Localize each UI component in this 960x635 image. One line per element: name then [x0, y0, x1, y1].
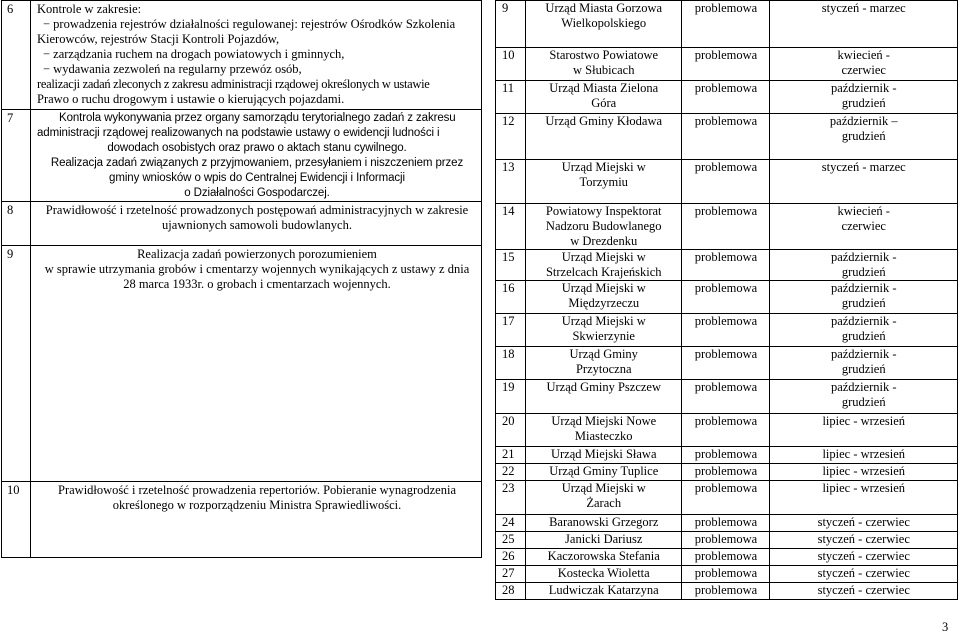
inspected-entity: [526, 314, 682, 347]
table-row: [496, 250, 958, 281]
inspection-period: [770, 566, 958, 583]
table-row: [496, 347, 958, 380]
entity-line: Urząd Miasta Zielona: [549, 81, 659, 95]
text-line: administracji rządowej realizowanych na podstawie ustawy o ewidencji ludności i: [37, 127, 440, 139]
period-line: styczeń - marzec: [821, 1, 906, 15]
inspection-type: problemowa: [682, 583, 770, 600]
period-line: lipiec - wrzesień: [822, 464, 906, 478]
inspection-period: [770, 532, 958, 549]
row-number: 12: [496, 114, 526, 160]
entity-line: Urząd Miasta Gorzowa: [545, 1, 663, 15]
entity-line: Ludwiczak Katarzyna: [548, 583, 659, 597]
row-number: 23: [496, 481, 526, 515]
text-line: realizacji zadań zleconych z zakresu administracji rządowej określonych w ustawie: [37, 77, 430, 91]
text-line: − zarządzania ruchem na drogach powiatowych i gminnych,: [43, 47, 345, 61]
period-line: październik -: [830, 281, 897, 295]
period-line: październik –: [829, 114, 898, 128]
entity-line: Kostecka Wioletta: [557, 566, 650, 580]
inspection-period: [770, 114, 958, 160]
text-line: Kierowców, rejestrów Stacji Kontroli Pojazdów,: [37, 32, 280, 46]
inspection-period: [770, 464, 958, 481]
inspection-period: [770, 515, 958, 532]
table-row: [496, 114, 958, 160]
period-line: październik -: [830, 314, 897, 328]
inspection-period: [770, 583, 958, 600]
inspected-entity: [526, 281, 682, 314]
entity-line: Przytoczna: [575, 362, 632, 376]
entity-line: Międzyrzeczu: [568, 296, 640, 310]
row-number: 11: [496, 81, 526, 114]
period-line: lipiec - wrzesień: [822, 481, 906, 495]
inspection-type: problemowa: [682, 250, 770, 281]
inspected-entity: [526, 1, 682, 48]
inspection-type: problemowa: [682, 160, 770, 204]
row-description: [31, 1, 482, 110]
entity-line: Strzelcach Krajeńskich: [545, 265, 662, 279]
row-number: 22: [496, 464, 526, 481]
period-line: grudzień: [841, 96, 886, 110]
table-row: [496, 160, 958, 204]
table-row: [2, 246, 482, 482]
table-row: [2, 202, 482, 246]
entity-line: Urząd Miejski Nowe: [551, 414, 657, 428]
text-line: Kontrola wykonywania przez organy samorządu terytorialnego zadań z zakresu: [59, 112, 456, 124]
entity-line: Żarach: [586, 496, 622, 510]
entity-line: Skwierzynie: [572, 329, 635, 343]
row-number: 9: [2, 246, 31, 482]
entity-line: Kaczorowska Stefania: [547, 549, 660, 563]
inspection-period: [770, 281, 958, 314]
period-line: styczeń - czerwiec: [817, 532, 910, 546]
entity-line: Powiatowy Inspektorat: [545, 204, 662, 218]
entity-line: Urząd Miejski Sława: [550, 447, 657, 461]
period-line: styczeń - czerwiec: [817, 583, 910, 597]
row-number: 15: [496, 250, 526, 281]
inspection-period: [770, 204, 958, 250]
inspected-entity: [526, 447, 682, 464]
inspection-type: problemowa: [682, 414, 770, 447]
row-description: [31, 110, 482, 202]
inspection-period: [770, 380, 958, 414]
inspected-entity: [526, 464, 682, 481]
row-number: 25: [496, 532, 526, 549]
entity-line: Wielkopolskiego: [561, 16, 647, 30]
row-description: [31, 246, 482, 482]
text-line: Realizacja zadań związanych z przyjmowaniem, przesyłaniem i niszczeniem przez: [50, 157, 464, 169]
text-line: dowodach osobistych oraz prawo o aktach stanu cywilnego.: [107, 142, 407, 154]
row-number: 26: [496, 549, 526, 566]
text-line: Prawidłowość i rzetelność prowadzonych postępowań administracyjnych w zakresie: [45, 203, 469, 217]
table-row: [496, 204, 958, 250]
inspected-entity: [526, 532, 682, 549]
entity-line: w Drezdenku: [570, 234, 638, 248]
period-line: październik -: [830, 250, 897, 264]
row-number: 27: [496, 566, 526, 583]
inspection-period: [770, 314, 958, 347]
inspection-type: problemowa: [682, 515, 770, 532]
text-line: gminy wniosków o wpis do Centralnej Ewidencji i Informacji: [109, 172, 405, 184]
inspected-entity: [526, 414, 682, 447]
inspection-type: problemowa: [682, 549, 770, 566]
table-row: [496, 447, 958, 464]
entity-line: Urząd Miejski w: [561, 160, 646, 174]
inspection-type: problemowa: [682, 481, 770, 515]
entity-line: Urząd Gminy: [569, 347, 638, 361]
table-row: [496, 1, 958, 48]
row-description: [31, 202, 482, 246]
row-number: 28: [496, 583, 526, 600]
period-line: październik -: [830, 347, 897, 361]
text-line: Realizacja zadań powierzonych porozumieniem: [137, 247, 377, 261]
inspection-period: [770, 447, 958, 464]
period-line: kwiecień -: [837, 48, 890, 62]
row-title: Kontrole w zakresie:: [37, 2, 142, 16]
schedule-body: [496, 1, 958, 600]
inspected-entity: [526, 583, 682, 600]
inspected-entity: [526, 81, 682, 114]
entity-line: Miasteczko: [574, 429, 633, 443]
entity-line: Urząd Miejski w: [561, 281, 646, 295]
entity-line: Urząd Gminy Kłodawa: [545, 114, 663, 128]
table-row: [2, 1, 482, 110]
inspected-entity: [526, 48, 682, 81]
inspection-type: problemowa: [682, 347, 770, 380]
row-number: 7: [2, 110, 31, 202]
inspected-entity: [526, 250, 682, 281]
row-number: 10: [496, 48, 526, 81]
period-line: styczeń - czerwiec: [817, 549, 910, 563]
period-line: grudzień: [841, 129, 886, 143]
inspection-type: problemowa: [682, 48, 770, 81]
control-scope-table: [1, 0, 482, 558]
row-number: 14: [496, 204, 526, 250]
text-line: 28 marca 1933r. o grobach i cmentarzach wojennych.: [123, 277, 391, 291]
entity-line: Torzymiu: [579, 175, 628, 189]
inspection-period: [770, 250, 958, 281]
entity-line: Urząd Gminy Tuplice: [549, 464, 659, 478]
inspection-period: [770, 48, 958, 81]
row-number: 6: [2, 1, 31, 110]
row-number: 17: [496, 314, 526, 347]
row-description: [31, 482, 482, 558]
row-number: 10: [2, 482, 31, 558]
table-row: [496, 414, 958, 447]
row-number: 13: [496, 160, 526, 204]
table-row: [496, 314, 958, 347]
text-line: ujawnionych samowoli budowlanych.: [162, 218, 352, 232]
inspection-type: problemowa: [682, 204, 770, 250]
period-line: lipiec - wrzesień: [822, 447, 906, 461]
table-row: [2, 110, 482, 202]
period-line: styczeń - marzec: [821, 160, 906, 174]
table-row: [496, 549, 958, 566]
table-row: [496, 281, 958, 314]
table-row: [496, 48, 958, 81]
entity-line: Urząd Miejski w: [561, 314, 646, 328]
inspection-period: [770, 481, 958, 515]
inspected-entity: [526, 380, 682, 414]
entity-line: Baranowski Grzegorz: [549, 515, 659, 529]
entity-line: Nadzoru Budowlanego: [545, 219, 662, 233]
period-line: grudzień: [841, 296, 886, 310]
inspection-period: [770, 549, 958, 566]
table-row: [496, 515, 958, 532]
table-row: [496, 380, 958, 414]
page-number: 3: [942, 620, 949, 634]
entity-line: Janicki Dariusz: [565, 532, 643, 546]
inspection-type: problemowa: [682, 464, 770, 481]
entity-line: Urząd Miejski w: [561, 250, 646, 264]
inspection-type: problemowa: [682, 447, 770, 464]
inspection-type: problemowa: [682, 380, 770, 414]
inspected-entity: [526, 481, 682, 515]
inspection-period: [770, 160, 958, 204]
inspection-period: [770, 347, 958, 380]
period-line: styczeń - czerwiec: [817, 515, 910, 529]
period-line: październik -: [830, 380, 897, 394]
inspected-entity: [526, 549, 682, 566]
inspection-type: problemowa: [682, 281, 770, 314]
entity-line: Urząd Gminy Pszczew: [546, 380, 661, 394]
period-line: październik -: [830, 81, 897, 95]
text-line: − wydawania zezwoleń na regularny przewóz osób,: [43, 62, 302, 76]
row-number: 16: [496, 281, 526, 314]
inspected-entity: [526, 515, 682, 532]
inspection-type: problemowa: [682, 566, 770, 583]
table-row: [496, 532, 958, 549]
period-line: grudzień: [841, 329, 886, 343]
inspected-entity: [526, 114, 682, 160]
period-line: czerwiec: [841, 63, 886, 77]
inspection-period: [770, 1, 958, 48]
text-line: o Działalności Gospodarczej.: [184, 187, 330, 199]
period-line: grudzień: [841, 265, 886, 279]
row-number: 20: [496, 414, 526, 447]
inspection-type: problemowa: [682, 532, 770, 549]
inspection-period: [770, 414, 958, 447]
table-row: [496, 583, 958, 600]
entity-line: Urząd Miejski w: [561, 481, 646, 495]
text-line: w sprawie utrzymania grobów i cmentarzy wojennych wynikających z ustawy z dnia: [44, 262, 470, 276]
entity-line: Starostwo Powiatowe: [549, 48, 659, 62]
inspected-entity: [526, 347, 682, 380]
inspected-entity: [526, 160, 682, 204]
table-row: [2, 482, 482, 558]
row-number: 19: [496, 380, 526, 414]
period-line: grudzień: [841, 395, 886, 409]
text-line: określonego w rozporządzeniu Ministra Sprawiedliwości.: [112, 498, 402, 512]
entity-line: Góra: [591, 96, 617, 110]
entity-line: w Słubicach: [573, 63, 635, 77]
inspection-type: problemowa: [682, 81, 770, 114]
period-line: styczeń - czerwiec: [817, 566, 910, 580]
inspection-type: problemowa: [682, 1, 770, 48]
inspection-type: problemowa: [682, 114, 770, 160]
text-line: − prowadzenia rejestrów działalności regulowanej: rejestrów Ośrodków Szkolenia: [43, 17, 456, 31]
row-number: 8: [2, 202, 31, 246]
row-number: 21: [496, 447, 526, 464]
inspection-type: problemowa: [682, 314, 770, 347]
row-number: 24: [496, 515, 526, 532]
row-number: 9: [496, 1, 526, 48]
inspection-schedule-table: [495, 0, 958, 600]
table-row: [496, 464, 958, 481]
table-row: [496, 481, 958, 515]
row-number: 18: [496, 347, 526, 380]
table-row: [496, 566, 958, 583]
text-line: Prawo o ruchu drogowym i ustawie o kierujących pojazdami.: [37, 92, 345, 106]
inspection-period: [770, 81, 958, 114]
inspected-entity: [526, 566, 682, 583]
period-line: czerwiec: [841, 219, 886, 233]
period-line: grudzień: [841, 362, 886, 376]
text-line: Prawidłowość i rzetelność prowadzenia repertoriów. Pobieranie wynagrodzenia: [58, 483, 456, 497]
period-line: lipiec - wrzesień: [822, 414, 906, 428]
period-line: kwiecień -: [837, 204, 890, 218]
table-row: [496, 81, 958, 114]
inspected-entity: [526, 204, 682, 250]
